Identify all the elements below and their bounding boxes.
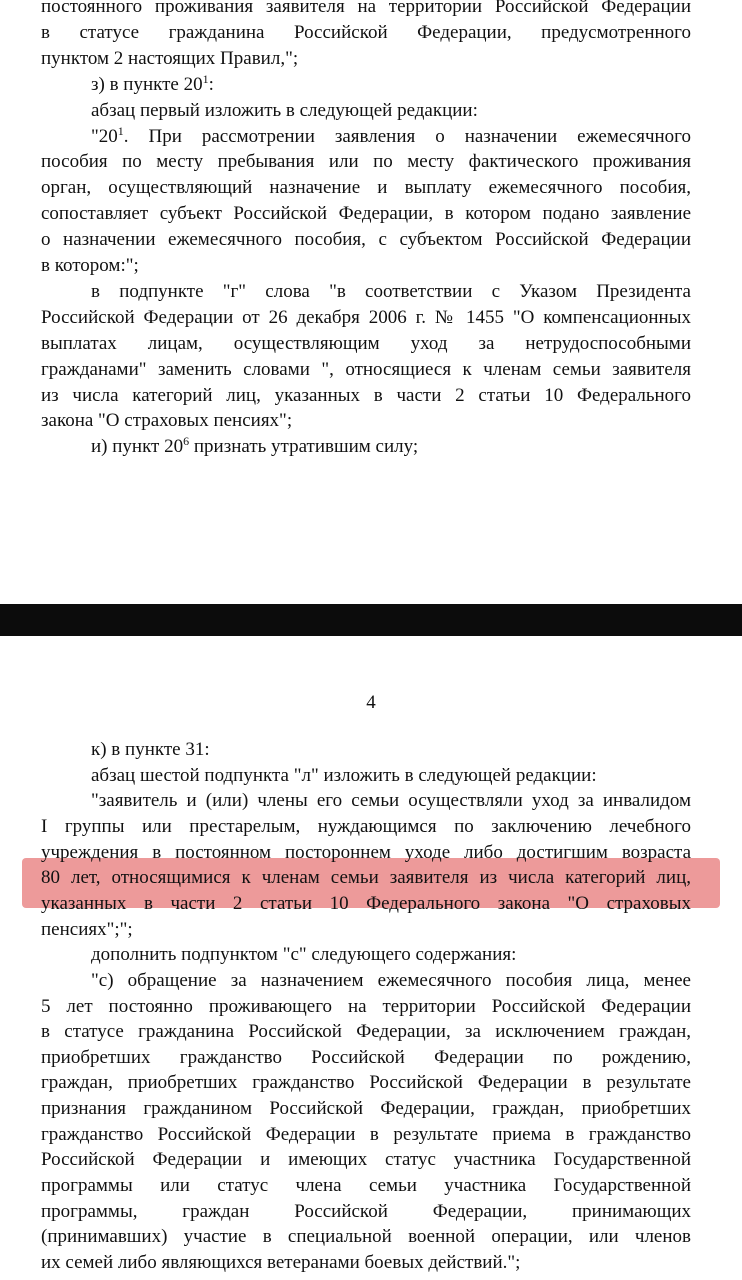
bottom-paragraph-line: "заявитель и (или) члены его семьи осуществляли уход за инвалидом xyxy=(91,790,691,812)
top-paragraph-line: из числа категорий лиц, указанных в части 2 статьи 10 Федерального xyxy=(41,384,691,406)
top-paragraph-line: абзац первый изложить в следующей редакции: xyxy=(91,99,478,121)
page-number: 4 xyxy=(366,692,376,713)
top-paragraph-line: Российской Федерации от 26 декабря 2006 г. № 1455 "О компенсационных xyxy=(41,306,691,328)
bottom-paragraph-line: 5 лет постоянно проживающего на территории Российской Федерации xyxy=(41,995,691,1017)
bottom-paragraph-line: граждан, приобретших гражданство Российской Федерации в результате xyxy=(41,1072,691,1094)
top-paragraph-line: орган, осуществляющий назначение и выплату ежемесячного пособия, xyxy=(41,177,691,199)
bottom-paragraph-line: приобретших гражданство Российской Федерации по рождению, xyxy=(41,1046,691,1068)
bottom-paragraph-line: абзац шестой подпункта "л" изложить в следующей редакции: xyxy=(91,764,597,786)
top-paragraph-line: гражданами" заменить словами ", относящиеся к членам семьи заявителя xyxy=(41,358,691,380)
top-paragraph-line: закона "О страховых пенсиях"; xyxy=(41,410,293,432)
top-paragraph-line: сопоставляет субъект Российской Федерации, в котором подано заявление xyxy=(41,203,691,225)
top-paragraph-line: выплатах лицам, осуществляющим уход за нетрудоспособными xyxy=(41,332,691,354)
bottom-paragraph-line: Российской Федерации и имеющих статус участника Государственной xyxy=(41,1149,691,1171)
superscript: 1 xyxy=(202,71,209,86)
bottom-paragraph-line: программы или статус члена семьи участника Государственной xyxy=(41,1175,691,1197)
bottom-paragraph-line: "с) обращение за назначением ежемесячного пособия лица, менее xyxy=(91,969,691,991)
top-paragraph-line: з) в пункте $20^1$: xyxy=(91,71,214,95)
superscript: 1 xyxy=(117,123,124,138)
page-separator xyxy=(0,604,742,636)
superscript: 6 xyxy=(183,434,190,449)
bottom-paragraph-line: 80 лет, относящимися к членам семьи заявителя из числа категорий лиц, xyxy=(41,867,691,889)
top-paragraph-line: в подпункте "г" слова "в соответствии с Указом Президента xyxy=(91,280,691,302)
top-paragraph-line: пособия по месту пребывания или по месту фактического проживания xyxy=(41,151,691,173)
bottom-paragraph-line: гражданство Российской Федерации в результате приема в гражданство xyxy=(41,1123,691,1145)
top-paragraph-line: "$20^1$. При рассмотрении заявления о назначении ежемесячного xyxy=(91,123,691,147)
bottom-paragraph-line: I группы или престарелым, нуждающимся по заключению лечебного xyxy=(41,815,691,837)
top-paragraph-line: пунктом 2 настоящих Правил,"; xyxy=(41,47,299,69)
top-paragraph-line: и) пункт $20^6$ признать утратившим силу; xyxy=(91,434,419,458)
bottom-paragraph-line: указанных в части 2 статьи 10 Федерального закона "О страховых xyxy=(41,892,691,914)
bottom-paragraph-line: учреждения в постоянном постороннем уходе либо достигшим возраста xyxy=(41,841,691,863)
bottom-paragraph-line: их семей либо являющихся ветеранами боевых действий."; xyxy=(41,1252,521,1273)
top-paragraph-line: постоянного проживания заявителя на территории Российской Федерации xyxy=(41,0,691,17)
top-paragraph-line: в котором:"; xyxy=(41,255,139,276)
bottom-paragraph-line: пенсиях";"; xyxy=(41,918,133,940)
bottom-paragraph-line: в статусе гражданина Российской Федерации, за исключением граждан, xyxy=(41,1021,691,1043)
bottom-paragraph-line: признания гражданином Российской Федерации, граждан, приобретших xyxy=(41,1098,691,1120)
bottom-paragraph-line: программы, граждан Российской Федерации, принимающих xyxy=(41,1200,691,1222)
bottom-paragraph-line: к) в пункте 31: xyxy=(91,739,210,760)
bottom-paragraph-line: дополнить подпунктом "с" следующего содержания: xyxy=(91,944,517,966)
top-paragraph-line: в статусе гражданина Российской Федерации, предусмотренного xyxy=(41,21,691,43)
top-paragraph-line: о назначении ежемесячного пособия, с субъектом Российской Федерации xyxy=(41,229,691,251)
bottom-paragraph-line: (принимавших) участие в специальной военной операции, или членов xyxy=(41,1226,691,1248)
